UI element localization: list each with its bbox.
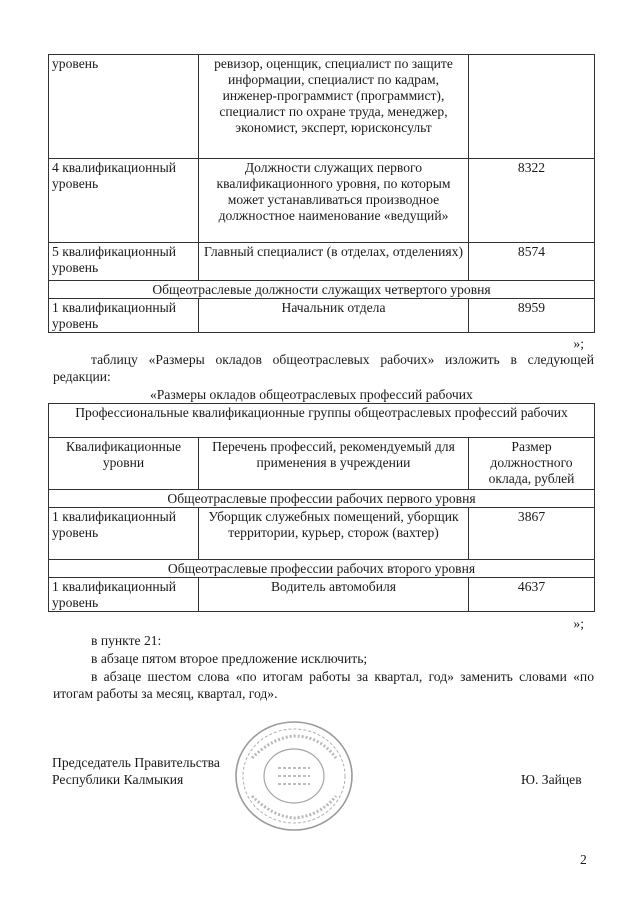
level-cell: 4 квалификационный уровень — [49, 159, 199, 243]
group4-header: Общеотраслевые должности служащих четвертого уровня — [49, 281, 595, 299]
group2-header: Общеотраслевые профессии рабочих второго уровня — [49, 560, 595, 578]
salary-cell: 8959 — [469, 299, 595, 333]
col-header-salary: Размер должностного оклада, рублей — [469, 438, 595, 490]
table-header-row — [49, 438, 595, 490]
positions-cell: Главный специалист (в отделах, отделениях) — [199, 243, 469, 281]
positions-cell: ревизор, оценщик, специалист по защите информации, специалист по кадрам, инженер-программист (программист), специалист по охране труда, менеджер, экономист, эксперт, юрисконсульт — [199, 55, 469, 159]
table-header-row — [49, 404, 595, 438]
table-row — [49, 578, 595, 612]
paragraph-fifth: в абзаце пятом второе предложение исключить; — [91, 651, 368, 666]
paragraph-point-21: в пункте 21: — [91, 633, 162, 648]
professions-cell: Водитель автомобиля — [199, 578, 469, 612]
positions-cell: Должности служащих первого квалификационного уровня, по которым может устанавливаться производное должностное наименование «ведущий» — [199, 159, 469, 243]
intro-paragraph: таблицу «Размеры окладов общеотраслевых рабочих» изложить в следующей редакции: — [53, 352, 594, 384]
level-cell: 1 квалификационный уровень — [49, 578, 199, 612]
level-cell: 5 квалификационный уровень — [49, 243, 199, 281]
salary-cell: 8322 — [469, 159, 595, 243]
table2-main-header: Профессиональные квалификационные группы общеотраслевых профессий рабочих — [49, 404, 595, 438]
table-row — [49, 243, 595, 281]
group1-header: Общеотраслевые профессии рабочих первого уровня — [49, 490, 595, 508]
signature-title-line2: Республики Калмыкия — [52, 772, 184, 787]
professions-cell: Уборщик служебных помещений, уборщик территории, курьер, сторож (вахтер) — [199, 508, 469, 560]
table-row — [49, 159, 595, 243]
official-seal-icon — [232, 718, 356, 834]
positions-table-continued — [48, 54, 595, 333]
closing-quote-2: »; — [573, 616, 584, 631]
salary-cell: 4637 — [469, 578, 595, 612]
table-row — [49, 55, 595, 159]
group-header-row — [49, 281, 595, 299]
col-header-professions: Перечень профессий, рекомендуемый для применения в учреждении — [199, 438, 469, 490]
closing-quote-1: »; — [573, 336, 584, 351]
group-header-row — [49, 560, 595, 578]
page-number: 2 — [580, 852, 587, 867]
table-row — [49, 508, 595, 560]
workers-salary-table — [48, 403, 595, 612]
col-header-level: Квалификационные уровни — [49, 438, 199, 490]
table-row — [49, 299, 595, 333]
signature-title-line1: Председатель Правительства — [52, 755, 220, 770]
positions-cell: Начальник отдела — [199, 299, 469, 333]
level-cell: 1 квалификационный уровень — [49, 299, 199, 333]
group-header-row — [49, 490, 595, 508]
paragraph-sixth: в абзаце шестом слова «по итогам работы за квартал, год» заменить словами «по итогам работы за месяц, квартал, год». — [53, 669, 594, 701]
salary-cell — [469, 55, 595, 159]
level-cell: 1 квалификационный уровень — [49, 508, 199, 560]
level-cell: уровень — [49, 55, 199, 159]
signature-name: Ю. Зайцев — [521, 772, 582, 787]
salary-cell: 8574 — [469, 243, 595, 281]
salary-cell: 3867 — [469, 508, 595, 560]
table2-title: «Размеры окладов общеотраслевых профессий рабочих — [150, 387, 473, 402]
